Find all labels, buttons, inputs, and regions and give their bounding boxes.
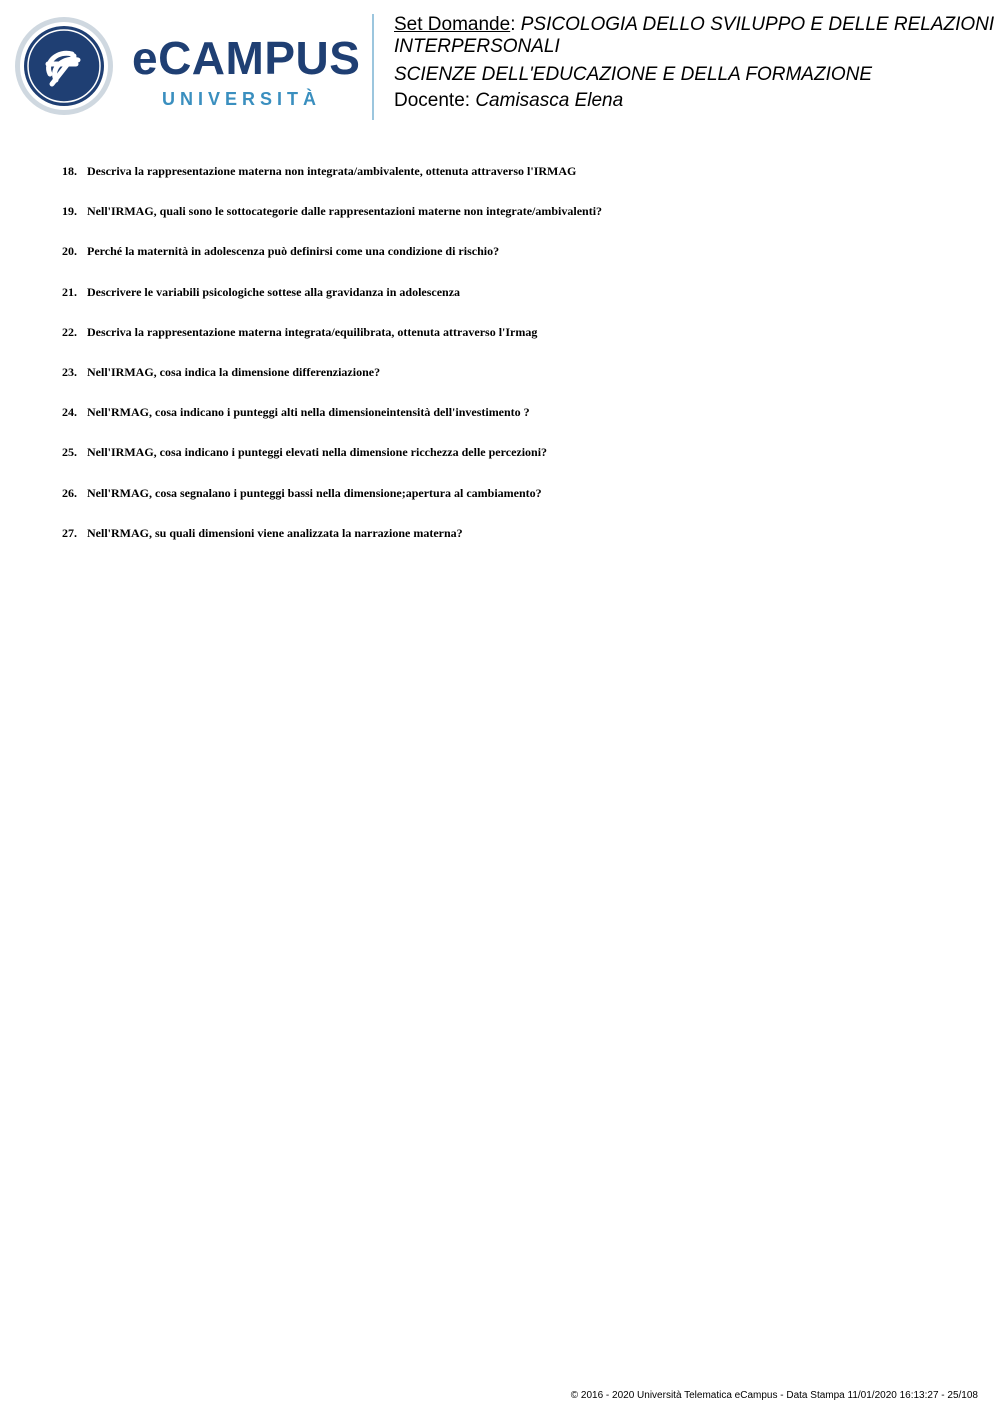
course-name-line1: PSICOLOGIA DELLO SVILUPPO E DELLE RELAZIONI [520,14,995,35]
teacher-name: Camisasca Elena [475,90,624,111]
set-separator: : [510,14,521,35]
question-text: Perché la maternità in adolescenza può definirsi come una condizione di rischio? [87,244,500,259]
question-item [62,162,962,202]
university-seal-icon [14,16,114,116]
question-number: 20. [62,244,77,259]
question-item [62,524,962,564]
question-number: 27. [62,525,77,540]
question-item [62,403,962,443]
ecampus-logo [14,14,360,118]
teacher-line [394,90,994,112]
question-number: 18. [62,164,77,178]
question-number: 19. [62,204,77,219]
question-item [62,484,962,524]
question-item [62,443,962,483]
question-list [62,162,962,564]
page-footer: © 2016 - 2020 Università Telematica eCampus - Data Stampa 11/01/2020 16:13:27 - 25/108 [570,1390,978,1401]
question-item [62,242,962,282]
question-text: Nell'IRMAG, cosa indica la dimensione differenziazione? [87,364,381,379]
question-text: Descriva la rappresentazione materna integrata/equilibrata, ottenuta attraverso l'Irmag [87,324,538,339]
question-text: Descriva la rappresentazione materna non integrata/ambivalente, ottenuta attraverso l'IRMAG [87,164,577,178]
page-header [0,0,1000,130]
header-divider [372,14,374,120]
question-text: Nell'IRMAG, cosa indicano i punteggi elevati nella dimensione ricchezza delle percezioni? [87,445,548,460]
question-item [62,202,962,242]
brand-name: eCAMPUS [132,32,361,84]
question-text: Nell'IRMAG, quali sono le sottocategorie dalle rappresentazioni materne non integrate/ambivalenti? [87,204,603,219]
course-info [394,14,994,112]
course-name-line2: INTERPERSONALI [394,36,560,57]
brand-subtitle: UNIVERSITÀ [162,89,322,109]
question-item [62,363,962,403]
question-number: 26. [62,485,77,500]
teacher-label: Docente: [394,90,476,111]
set-title-line [394,14,994,36]
question-number: 25. [62,445,77,460]
faculty-name: SCIENZE DELL'EDUCAZIONE E DELLA FORMAZIONE [394,64,873,85]
question-text: Nell'RMAG, su quali dimensioni viene analizzata la narrazione materna? [87,525,463,540]
question-number: 22. [62,324,77,339]
question-text: Nell'RMAG, cosa segnalano i punteggi bassi nella dimensione;apertura al cambiamento? [87,485,542,500]
set-label: Set Domande [394,14,511,35]
brand-wordmark [132,32,372,112]
question-item [62,283,962,323]
question-text: Descrivere le variabili psicologiche sottese alla gravidanza in adolescenza [87,284,461,299]
question-number: 21. [62,284,77,299]
question-text: Nell'RMAG, cosa indicano i punteggi alti nella dimensioneintensità dell'investimento ? [87,405,530,420]
question-item [62,323,962,363]
question-number: 23. [62,364,77,379]
question-number: 24. [62,405,77,420]
